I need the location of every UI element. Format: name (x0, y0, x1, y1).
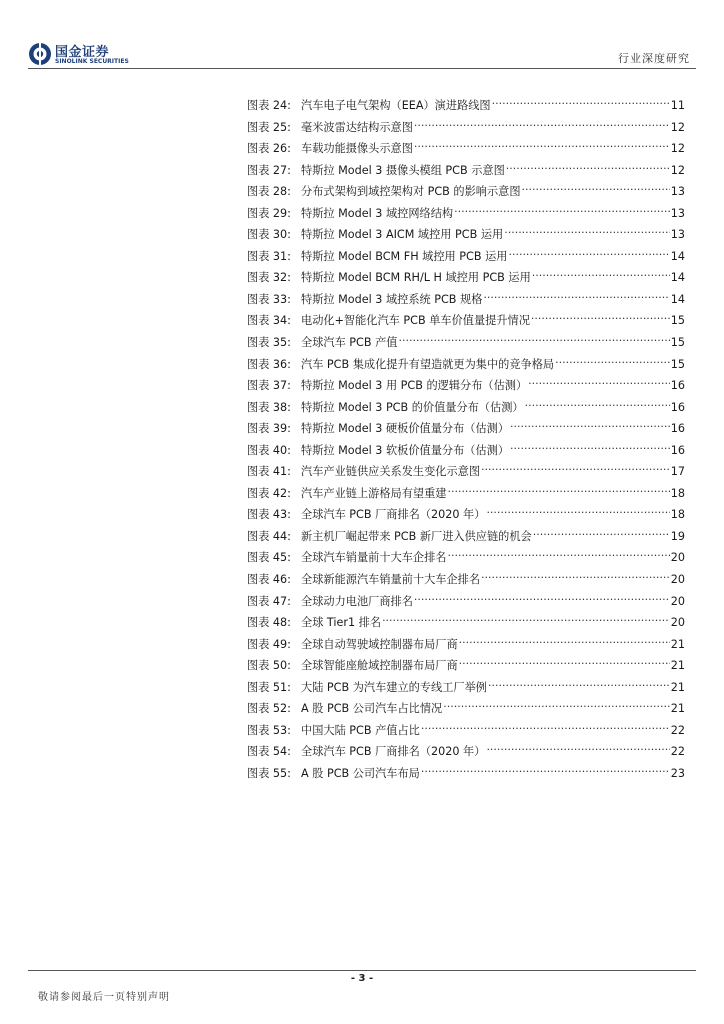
dot-leader (525, 390, 670, 411)
figure-label: 图表 48: (247, 616, 291, 630)
figure-label: 图表 53: (247, 723, 291, 737)
dot-leader (486, 497, 669, 518)
figure-page: 21 (670, 637, 685, 651)
figure-page: 20 (670, 616, 685, 630)
figure-title: 大陆 PCB 为汽车建立的专线工厂举例 (301, 680, 487, 694)
dot-leader (443, 691, 670, 712)
dot-leader (528, 368, 670, 389)
dot-leader (414, 110, 670, 131)
figure-page: 21 (670, 702, 685, 716)
dot-leader (532, 260, 670, 281)
figure-label: 图表 24: (247, 99, 291, 112)
figure-title: A 股 PCB 公司汽车布局 (301, 766, 420, 780)
figure-page: 14 (670, 271, 685, 285)
figure-label: 图表 27: (247, 163, 291, 177)
figure-page: 20 (670, 573, 685, 587)
figure-page: 21 (670, 680, 685, 694)
figure-page: 12 (670, 142, 685, 156)
dot-leader (414, 131, 670, 152)
figure-title: 特斯拉 Model 3 PCB 的价值量分布（估测） (301, 400, 524, 414)
dot-leader (533, 519, 670, 540)
figure-label: 图表 38: (247, 400, 291, 414)
dot-leader (382, 605, 670, 626)
dot-leader (483, 282, 669, 303)
figure-label: 图表 33: (247, 292, 291, 306)
figure-title: A 股 PCB 公司汽车占比情况 (301, 702, 443, 716)
figure-title: 特斯拉 Model 3 摄像头模组 PCB 示意图 (301, 163, 505, 177)
footer-divider (28, 970, 696, 971)
figure-label: 图表 26: (247, 142, 291, 156)
dot-leader (522, 174, 670, 195)
company-logo (28, 40, 138, 70)
figure-title: 特斯拉 Model 3 域控系统 PCB 规格 (301, 292, 483, 306)
figure-label: 图表 28: (247, 185, 291, 199)
report-type: 行业深度研究 (618, 52, 690, 65)
figure-page: 16 (670, 379, 685, 393)
figure-page: 12 (670, 120, 685, 134)
figure-label: 图表 37: (247, 379, 291, 393)
page-header (0, 0, 724, 75)
figure-page: 14 (670, 249, 685, 263)
figure-title: 汽车 PCB 集成化提升有望造就更为集中的竞争格局 (301, 357, 555, 371)
brand-name-en: SINOLINK SECURITIES (55, 58, 129, 65)
figure-label: 图表 34: (247, 314, 291, 328)
figure-label: 图表 54: (247, 745, 291, 759)
figure-page: 12 (670, 163, 685, 177)
figure-label: 图表 50: (247, 659, 291, 673)
figure-label: 图表 41: (247, 465, 291, 479)
dot-leader (504, 217, 670, 238)
figure-label: 图表 51: (247, 680, 291, 694)
figure-title: 中国大陆 PCB 产值占比 (301, 723, 420, 737)
figure-title: 全球动力电池厂商排名 (301, 594, 413, 608)
figure-title: 毫米波雷达结构示意图 (301, 120, 413, 134)
sinolink-logo-icon (28, 42, 52, 66)
figure-title: 汽车产业链上游格局有望重建 (301, 486, 447, 500)
figure-label: 图表 35: (247, 336, 291, 350)
figure-page: 11 (670, 99, 685, 112)
figure-label: 图表 39: (247, 422, 291, 436)
dot-leader (459, 648, 670, 669)
dot-leader (414, 584, 670, 605)
figure-label: 图表 40: (247, 443, 291, 457)
figure-page: 14 (670, 292, 685, 306)
dot-leader (481, 454, 670, 475)
figure-title: 特斯拉 Model 3 用 PCB 的逻辑分布（估测） (301, 379, 528, 393)
figure-page: 22 (670, 723, 685, 737)
page-number: - 3 - (350, 973, 374, 984)
figure-label: 图表 44: (247, 529, 291, 543)
figure-label: 图表 55: (247, 766, 291, 780)
figure-label: 图表 43: (247, 508, 291, 522)
brand-name-cn: 国金证券 (55, 45, 110, 60)
figure-page: 20 (670, 551, 685, 565)
figure-label: 图表 29: (247, 206, 291, 220)
figure-label: 图表 47: (247, 594, 291, 608)
toc-entry[interactable] (247, 88, 685, 110)
figure-page: 15 (670, 314, 685, 328)
figure-label: 图表 31: (247, 249, 291, 263)
figure-page: 18 (670, 486, 685, 500)
figure-title: 车载功能摄像头示意图 (301, 142, 413, 156)
figure-list (247, 88, 685, 778)
figure-page: 13 (670, 206, 685, 220)
figure-page: 13 (670, 228, 685, 242)
figure-title: 全球 Tier1 排名 (301, 616, 382, 630)
dot-leader (506, 153, 670, 174)
figure-label: 图表 42: (247, 486, 291, 500)
dot-leader (531, 303, 670, 324)
figure-page: 13 (670, 185, 685, 199)
figure-title: 全球汽车 PCB 产值 (301, 336, 398, 350)
dot-leader (510, 433, 670, 454)
figure-title: 全球新能源汽车销量前十大车企排名 (301, 573, 481, 587)
figure-title: 电动化+智能化汽车 PCB 单车价值量提升情况 (301, 314, 530, 328)
figure-title: 汽车电子电气架构（EEA）演进路线图 (301, 99, 491, 112)
figure-page: 15 (670, 357, 685, 371)
dot-leader (454, 196, 670, 217)
dot-leader (481, 562, 670, 583)
dot-leader (421, 756, 670, 777)
dot-leader (555, 347, 670, 368)
figure-page: 17 (670, 465, 685, 479)
figure-page: 20 (670, 594, 685, 608)
figure-label: 图表 49: (247, 637, 291, 651)
dot-leader (488, 670, 670, 691)
dot-leader (398, 325, 669, 346)
dot-leader (459, 627, 670, 648)
figure-label: 图表 25: (247, 120, 291, 134)
figure-page: 16 (670, 422, 685, 436)
figure-title: 特斯拉 Model 3 域控网络结构 (301, 206, 454, 220)
figure-title: 汽车产业链供应关系发生变化示意图 (301, 465, 481, 479)
dot-leader (447, 540, 669, 561)
figure-page: 23 (670, 766, 685, 780)
figure-title: 分布式架构到域控架构对 PCB 的影响示意图 (301, 185, 521, 199)
figure-label: 图表 45: (247, 551, 291, 565)
dot-leader (486, 734, 669, 755)
figure-title: 特斯拉 Model BCM RH/L H 域控用 PCB 运用 (301, 271, 531, 285)
dot-leader (510, 411, 670, 432)
figure-page: 16 (670, 400, 685, 414)
figure-title: 全球汽车 PCB 厂商排名（2020 年） (301, 508, 486, 522)
figure-page: 18 (670, 508, 685, 522)
figure-title: 全球自动驾驶域控制器布局厂商 (301, 637, 458, 651)
figure-page: 15 (670, 336, 685, 350)
header-divider (28, 68, 696, 69)
figure-title: 特斯拉 Model 3 硬板价值量分布（估测） (301, 422, 510, 436)
figure-label: 图表 36: (247, 357, 291, 371)
figure-page: 21 (670, 659, 685, 673)
figure-title: 特斯拉 Model BCM FH 域控用 PCB 运用 (301, 249, 508, 263)
dot-leader (421, 713, 670, 734)
figure-title: 全球智能座舱域控制器布局厂商 (301, 659, 458, 673)
dot-leader (447, 476, 669, 497)
dot-leader (508, 239, 669, 260)
figure-label: 图表 52: (247, 702, 291, 716)
figure-page: 19 (670, 529, 685, 543)
figure-label: 图表 46: (247, 573, 291, 587)
figure-title: 全球汽车销量前十大车企排名 (301, 551, 447, 565)
figure-label: 图表 32: (247, 271, 291, 285)
dot-leader (492, 88, 670, 109)
figure-label: 图表 30: (247, 228, 291, 242)
figure-title: 特斯拉 Model 3 AICM 域控用 PCB 运用 (301, 228, 504, 242)
figure-page: 16 (670, 443, 685, 457)
disclaimer-note: 敬请参阅最后一页特别声明 (38, 992, 170, 1003)
figure-title: 新主机厂崛起带来 PCB 新厂进入供应链的机会 (301, 529, 532, 543)
figure-page: 22 (670, 745, 685, 759)
figure-title: 特斯拉 Model 3 软板价值量分布（估测） (301, 443, 510, 457)
figure-title: 全球汽车 PCB 厂商排名（2020 年） (301, 745, 486, 759)
